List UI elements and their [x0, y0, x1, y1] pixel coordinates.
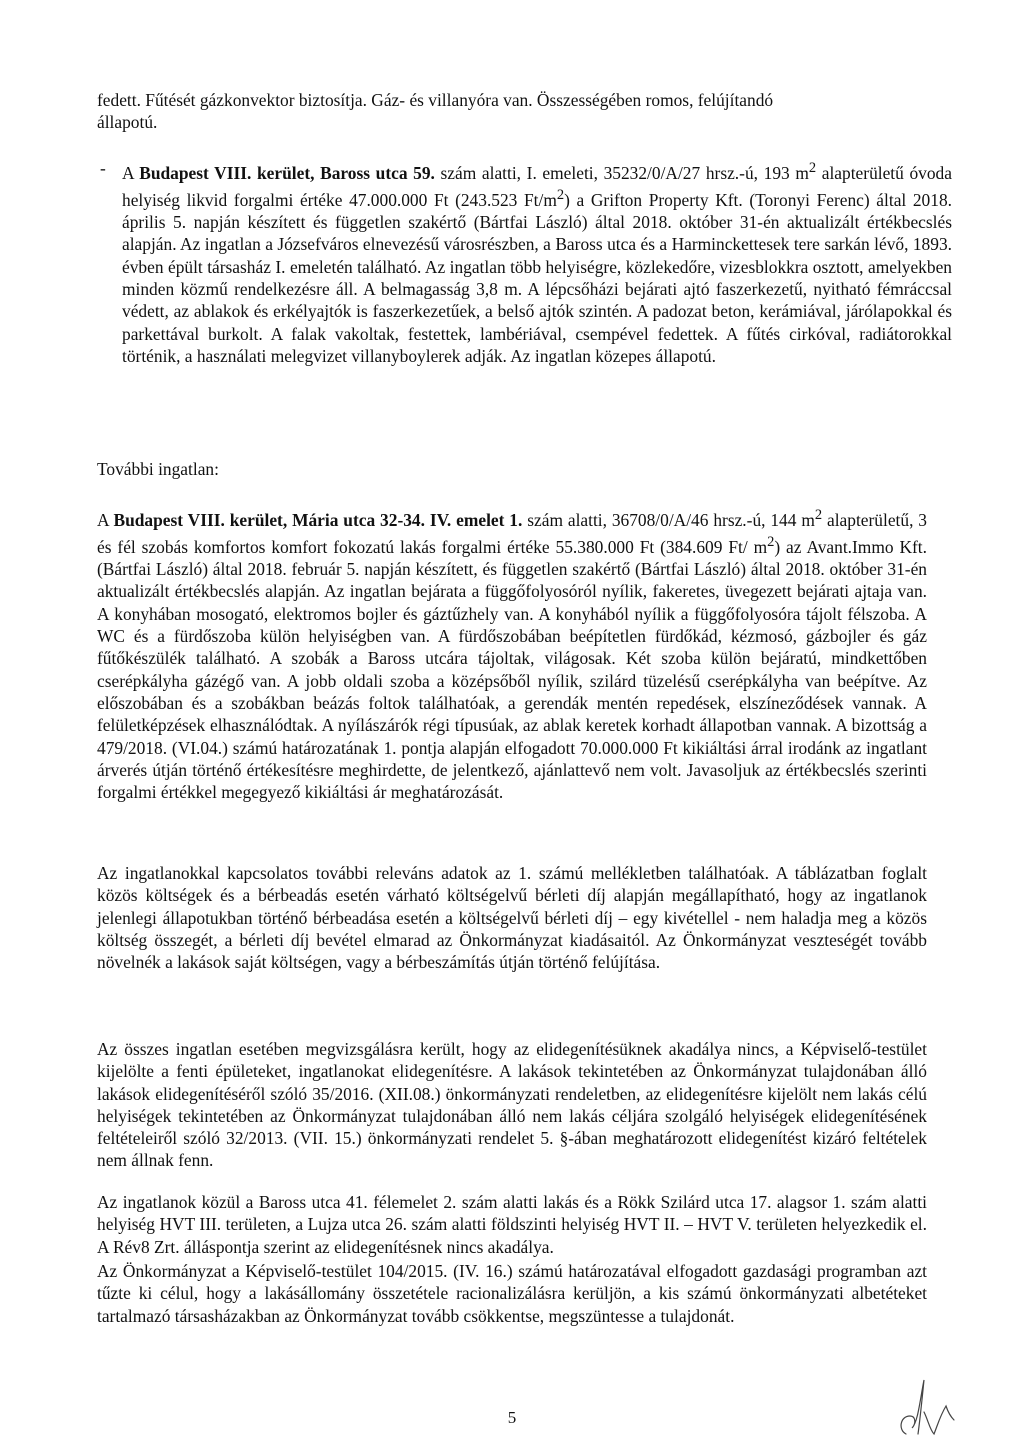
maria-text2: alapterületű, 3 és fél szobás komfortos komfort fokozatú lakás forgalmi értéke 55.380.000 Ft (384.609 Ft/ m: [97, 509, 927, 557]
intro-block: [97, 89, 927, 134]
intro-line-1: fedett. Fűtését gázkonvektor biztosítja. Gáz- és villanyóra van. Összességében romos, felújítandó: [97, 90, 774, 110]
further-heading-block: [97, 458, 927, 480]
baross59-text2: alapterületű óvoda helyiség likvid forgalmi értéke 47.000.000 Ft (243.523 Ft/m: [122, 162, 952, 210]
baross59-sup2: 2: [556, 187, 565, 204]
maria-lead: A: [97, 509, 114, 530]
further-heading: További ingatlan:: [97, 459, 219, 479]
baross59-text3: ) a Grifton Property Kft. (Toronyi Ferenc) által 2018. április 5. napján készített és független szakértő (Bártfai László) által 2018. október 31-én aktualizált értékbecslés alapján. Az ingatlan a Józsefváros elnevezésű városrészben, a Baross utca és a Harminckettesek tere sarkán lévő, 1893. évben épült társasház I. emeletén található. Az ingatlan több helyiségre, közlekedőre, vizesblokkra osztott, amelyekben minden közmű rendelkezésre áll. A belmagasság 3,8 m. A lépcsőházi bejárati ajtó faszerkezetű, nyitható fémráccsal védett, az ablakok és erkélyajtók is faszerkezetűek, a belső ajtók szintén. A padozat beton, kerámiával, járólapokkal és parkettával burkolt. A falak vakoltak, festettek, lambériával, csempével fedettek. A fűtés cirkóval, radiátorokkal történik, a használati melegvizet villanyboylerek adják. Az ingatlan közepes állapotú.: [122, 189, 952, 366]
baross59-sup1: 2: [808, 160, 817, 176]
intro-line-2: állapotú.: [97, 112, 158, 133]
baross59-lead: A: [122, 162, 140, 183]
maria-text3: ) az Avant.Immo Kft. (Bártfai László) által 2018. február 5. napján készített, és független szakértő (Bártfai László) által 2018. október 31-én aktualizált értékbecslés alapján. Az ingatlan bejárata a függőfolyosóról nyílik, fakeretes, üvegezett bejárati ajtaja van. A konyhában mosogató, elektromos bojler és gáztűzhely van. A konyhából nyílik a függőfolyosóra tájolt félszoba. A WC és a fürdőszoba külön helyiségben van. A fürdőszobában beépítetlen fürdőkád, kézmosó, gázbojler és gáz fűtőkészülék található. A szobák a Baross utcára tájoltak, világosak. Két szoba külön bejáratú, mindkettőben cserépkályha gázégő van. A jobb oldali szoba a középsőből nyílik, szilárd tüzelésű cserépkályha van beépítve. Az előszobában és a szobákban beázás foltok találhatóak, a gerendák mentén repedések, elszíneződések vannak. A felületképzések elhasználódtak. A nyílászárók régi típusúak, az ablak keretek korhadt állapotban vannak. A bizottság a 479/2018. (VI.04.) számú határozatának 1. pontja alapján elfogadott 70.000.000 Ft kikiáltási árral irodánk az ingatlant árverés útján történő értékesítésre meghirdette, de jelentkező, ajánlattevő nem volt. Javasoljuk az értékbecslés szerinti forgalmi értékkel megegyező kikiáltási ár meghatározását.: [97, 536, 927, 803]
paragraph-examination: Az összes ingatlan esetében megvizsgálásra került, hogy az elidegenítésüknek akadálya nincs, a Képviselő-testület kijelölte a fenti épületeket, ingatlanokat elidegenítésre. A lakások tekintetében az Önkormányzat tulajdonában álló lakások elidegenítéséről szóló 35/2016. (XII.08.) önkormányzati rendeletben, az elidegenítésre kijelölt nem lakás célú helyiségek tekintetében az Önkormányzat tulajdonában álló nem lakás céljára szolgáló helyiségek elidegenítésének feltételeiről szóló 32/2013. (VII. 15.) önkormányzati rendelet 5. §-ában meghatározott elidegenítést kizáró feltételek nem állnak fenn.: [97, 1039, 927, 1171]
baross59-item: [97, 157, 952, 367]
maria-item: [97, 504, 927, 803]
paragraph-block: [97, 1191, 927, 1258]
baross59-text1: szám alatti, I. emeleti, 35232/0/A/27 hrsz.-ú, 193 m: [434, 162, 809, 183]
maria-text1: szám alatti, 36708/0/A/46 hrsz.-ú, 144 m: [522, 509, 815, 530]
baross59-address: Budapest VIII. kerület, Baross utca 59.: [139, 162, 435, 183]
page-number: 5: [507, 1408, 517, 1427]
paragraph-related-data: Az ingatlanokkal kapcsolatos további releváns adatok az 1. számú mellékletben találhatóak. A táblázatban foglalt közös költségek és a bérbeadás esetén várható költségelvű bérleti díj alapján megállapítható, hogy az ingatlanok jelenlegi állapotukban történő bérbeadása esetén a költségelvű bérleti díj – egy kivétellel - nem haladja meg a közös költség összegét, a bérleti díj bevétel elmarad az Önkormányzat kiadásaitól. Az Önkormányzat veszteségét tovább növelnék a lakások saját költségen, vagy a bérbeszámítás útján történő felújítása.: [97, 863, 927, 973]
baross59-text: [122, 157, 952, 367]
maria-sup1: 2: [814, 507, 823, 523]
maria-text: [97, 504, 927, 803]
list-dash: -: [100, 158, 106, 178]
paragraph-program: Az Önkormányzat a Képviselő-testület 104/2015. (IV. 16.) számú határozatával elfogadott gazdasági programban azt tűzte ki célul, hogy a lakásállomány összetétele racionalizálásra kerüljön, a kis számú önkormányzati albetéteket tartalmazó társasházakban az Önkormányzat tovább csökkentse, megszüntesse a tulajdonát.: [97, 1261, 927, 1326]
maria-address: Budapest VIII. kerület, Mária utca 32-34. IV. emelet 1.: [113, 509, 523, 530]
paragraph-block: [97, 1038, 927, 1172]
paragraph-block: [97, 862, 927, 973]
signature-initials: [894, 1376, 958, 1438]
paragraph-hvt: Az ingatlanok közül a Baross utca 41. félemelet 2. szám alatti lakás és a Rökk Szilárd utca 17. alagsor 1. szám alatti helyiség HVT III. területen, a Lujza utca 26. szám alatti földszinti helyiség HVT II. – HVT V. területen helyezkedik el. A Rév8 Zrt. álláspontja szerint az elidegenítésnek nincs akadálya.: [97, 1192, 927, 1257]
maria-sup2: 2: [767, 534, 775, 551]
paragraph-block: [97, 1260, 927, 1327]
